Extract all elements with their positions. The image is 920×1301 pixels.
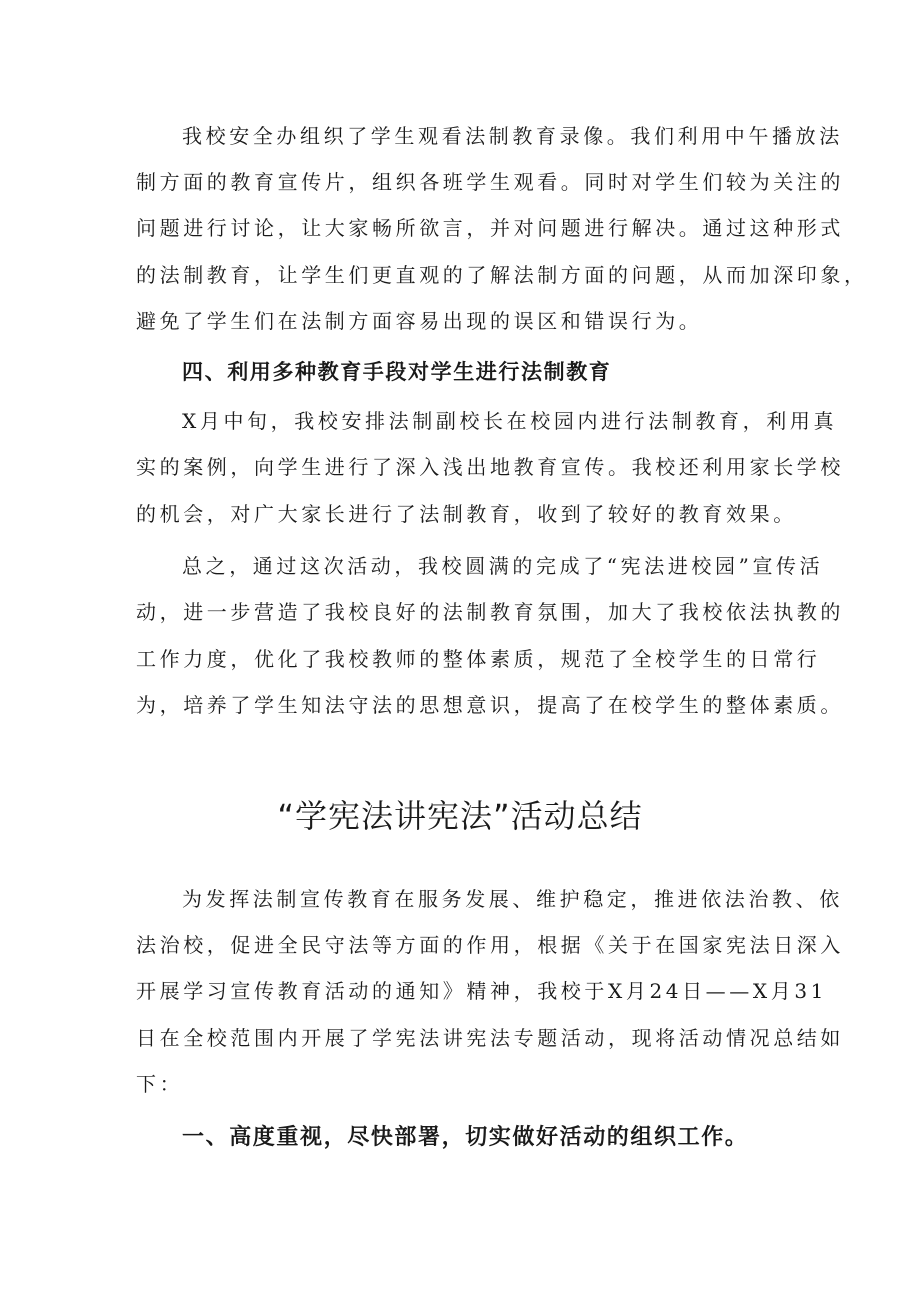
section-heading-4: 四、利用多种教育手段对学生进行法制教育 [182, 360, 612, 384]
paragraph-line: 实的案例，向学生进行了深入浅出地教育宣传。我校还利用家长学校 [136, 455, 844, 479]
paragraph-line: 我校安全办组织了学生观看法制教育录像。我们利用中午播放法 [182, 124, 843, 148]
paragraph-line: 的法制教育，让学生们更直观的了解法制方面的问题，从而加深印象， [136, 263, 868, 287]
document-title: “学宪法讲宪法”活动总结 [277, 797, 643, 835]
paragraph-line: 问题进行讨论，让大家畅所欲言，并对问题进行解决。通过这种形式 [136, 216, 844, 240]
paragraph-line: 的机会，对广大家长进行了法制教育，收到了较好的教育效果。 [136, 502, 797, 526]
paragraph-line: 避免了学生们在法制方面容易出现的误区和错误行为。 [136, 309, 703, 333]
paragraph-line: 动，进一步营造了我校良好的法制教育氛围，加大了我校依法执教的 [136, 600, 844, 624]
paragraph-line: 为发挥法制宣传教育在服务发展、维护稳定，推进依法治教、依 [182, 887, 843, 911]
paragraph-line: 开展学习宣传教育活动的通知》精神，我校于X月24日——X月31 [136, 979, 827, 1003]
paragraph-line: 日在全校范围内开展了学宪法讲宪法专题活动，现将活动情况总结如 [136, 1026, 844, 1050]
section-heading-1: 一、高度重视，尽快部署，切实做好活动的组织工作。 [182, 1125, 749, 1150]
paragraph-line: X月中旬，我校安排法制副校长在校园内进行法制教育，利用真 [182, 409, 838, 433]
paragraph-line: 法治校，促进全民守法等方面的作用，根据《关于在国家宪法日深入 [136, 933, 844, 957]
paragraph-line: 制方面的教育宣传片，组织各班学生观看。同时对学生们较为关注的 [136, 170, 844, 194]
paragraph-line: 下： [136, 1072, 184, 1096]
paragraph-line: 总之，通过这次活动，我校圆满的完成了“宪法进校园”宣传活 [182, 554, 824, 578]
paragraph-line: 工作力度，优化了我校教师的整体素质，规范了全校学生的日常行 [136, 647, 821, 671]
paragraph-line: 为，培养了学生知法守法的思想意识，提高了在校学生的整体素质。 [136, 693, 844, 717]
